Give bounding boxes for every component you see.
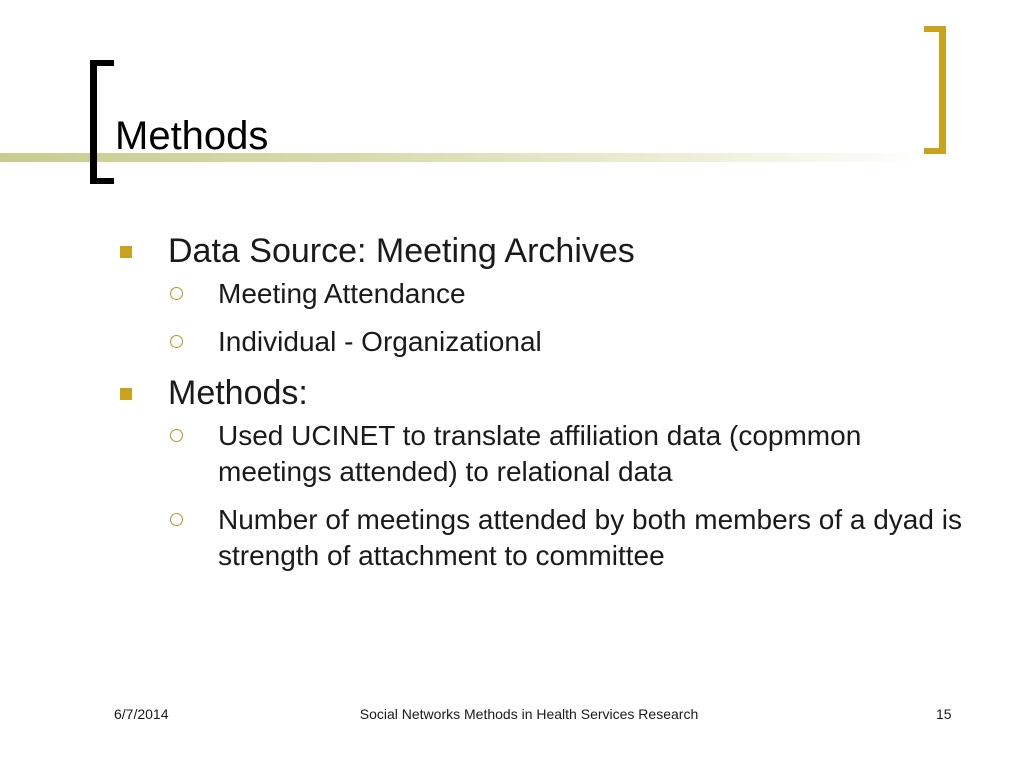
square-bullet-icon — [120, 246, 132, 258]
sub-bullet-text: Number of meetings attended by both members of a dyad is strength of attachment to committee — [218, 504, 962, 571]
bullet-text: Methods: — [168, 374, 308, 412]
bullet-data-source — [118, 230, 978, 272]
sub-bullet-individual-organizational — [118, 324, 978, 360]
footer-title: Social Networks Methods in Health Services Research — [359, 706, 699, 722]
circle-bullet-icon — [170, 513, 183, 526]
sub-bullet-text: Used UCINET to translate affiliation data (copmmon meetings attended) to relational data — [218, 420, 862, 487]
slide-title: Methods — [115, 114, 269, 158]
right-bracket-decoration — [924, 26, 946, 154]
sub-bullet-meetings-attended — [118, 502, 978, 574]
left-bracket-decoration — [90, 60, 114, 184]
sub-bullet-meeting-attendance — [118, 276, 978, 312]
sub-bullet-text: Individual - Organizational — [218, 326, 542, 357]
circle-bullet-icon — [170, 287, 183, 300]
bullet-text: Data Source: Meeting Archives — [168, 232, 635, 270]
sub-bullet-text: Meeting Attendance — [218, 278, 466, 309]
bullet-methods — [118, 372, 978, 414]
circle-bullet-icon — [170, 335, 183, 348]
slide-content — [118, 230, 978, 586]
square-bullet-icon — [120, 388, 132, 400]
circle-bullet-icon — [170, 429, 183, 442]
footer-date: 6/7/2014 — [114, 706, 169, 722]
footer-page-number: 15 — [936, 706, 952, 722]
sub-bullet-ucinet — [118, 418, 978, 490]
